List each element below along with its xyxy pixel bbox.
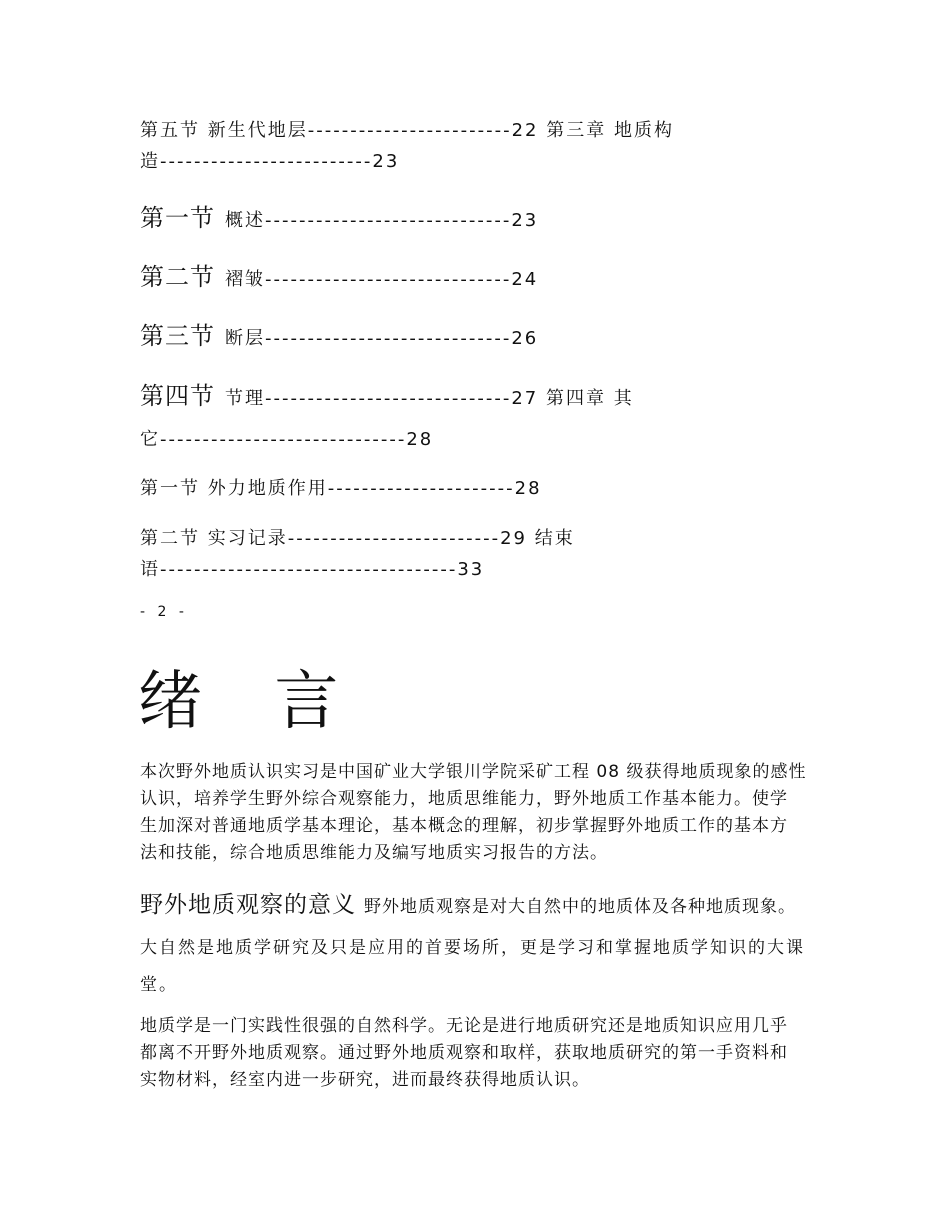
intro-paragraph-3: [140, 1013, 820, 1094]
text-line: 本次野外地质认识实习是中国矿业大学银川学院采矿工程 08 级获得地质现象的感性: [140, 762, 807, 782]
page-number: - 2 -: [140, 604, 188, 620]
toc-entry-overview: [140, 203, 538, 236]
toc-section-label: 第一节: [140, 204, 215, 232]
toc-entry-continuation: 造-------------------------23: [140, 151, 400, 172]
toc-section-text: 概述-----------------------------23: [225, 210, 539, 231]
intro-paragraph-1: [140, 759, 820, 867]
text-line: 生加深对普通地质学基本理论，基本概念的理解，初步掌握野外地质工作的基本方: [140, 816, 788, 836]
section-lead-text: 野外地质观察是对大自然中的地质体及各种地质现象。: [364, 897, 796, 917]
page-title: 绪 言: [138, 665, 365, 739]
toc-entry-field-records: 第二节 实习记录-------------------------29 结束: [140, 528, 575, 549]
toc-entry-folds: [140, 262, 538, 295]
text-line: 法和技能，综合地质思维能力及编写地质实习报告的方法。: [140, 843, 608, 863]
section-heading-line: [140, 888, 796, 924]
toc-section-text: 断层-----------------------------26: [225, 328, 539, 349]
toc-section-text: 节理-----------------------------27 第四章 其: [225, 388, 634, 409]
section-title: 野外地质观察的意义: [140, 892, 356, 918]
toc-section-label: 第三节: [140, 322, 215, 350]
toc-entry-joints: [140, 381, 634, 414]
toc-entry-conclusion: 语-----------------------------------33: [140, 559, 485, 580]
section-continuation: [140, 930, 805, 1004]
toc-section-text: 褶皱-----------------------------24: [225, 269, 539, 290]
toc-entry-section-5: 第五节 新生代地层------------------------22 第三章 地质构: [140, 120, 674, 141]
toc-section-label: 第二节: [140, 263, 215, 291]
toc-entry-faults: [140, 321, 538, 354]
text-line: 大自然是地质学研究及只是应用的首要场所，更是学习和掌握地质学知识的大课: [140, 938, 805, 958]
toc-section-label: 第四节: [140, 382, 215, 410]
text-line: 都离不开野外地质观察。通过野外地质观察和取样，获取地质研究的第一手资料和: [140, 1043, 788, 1063]
text-line: 认识，培养学生野外综合观察能力，地质思维能力，野外地质工作基本能力。使学: [140, 789, 788, 809]
text-line: 堂。: [140, 975, 178, 995]
toc-entry-chapter4-cont: 它-----------------------------28: [140, 429, 434, 450]
toc-entry-external-geology: 第一节 外力地质作用----------------------28: [140, 478, 542, 499]
text-line: 实物材料，经室内进一步研究，进而最终获得地质认识。: [140, 1070, 590, 1090]
text-line: 地质学是一门实践性很强的自然科学。无论是进行地质研究还是地质知识应用几乎: [140, 1016, 788, 1036]
